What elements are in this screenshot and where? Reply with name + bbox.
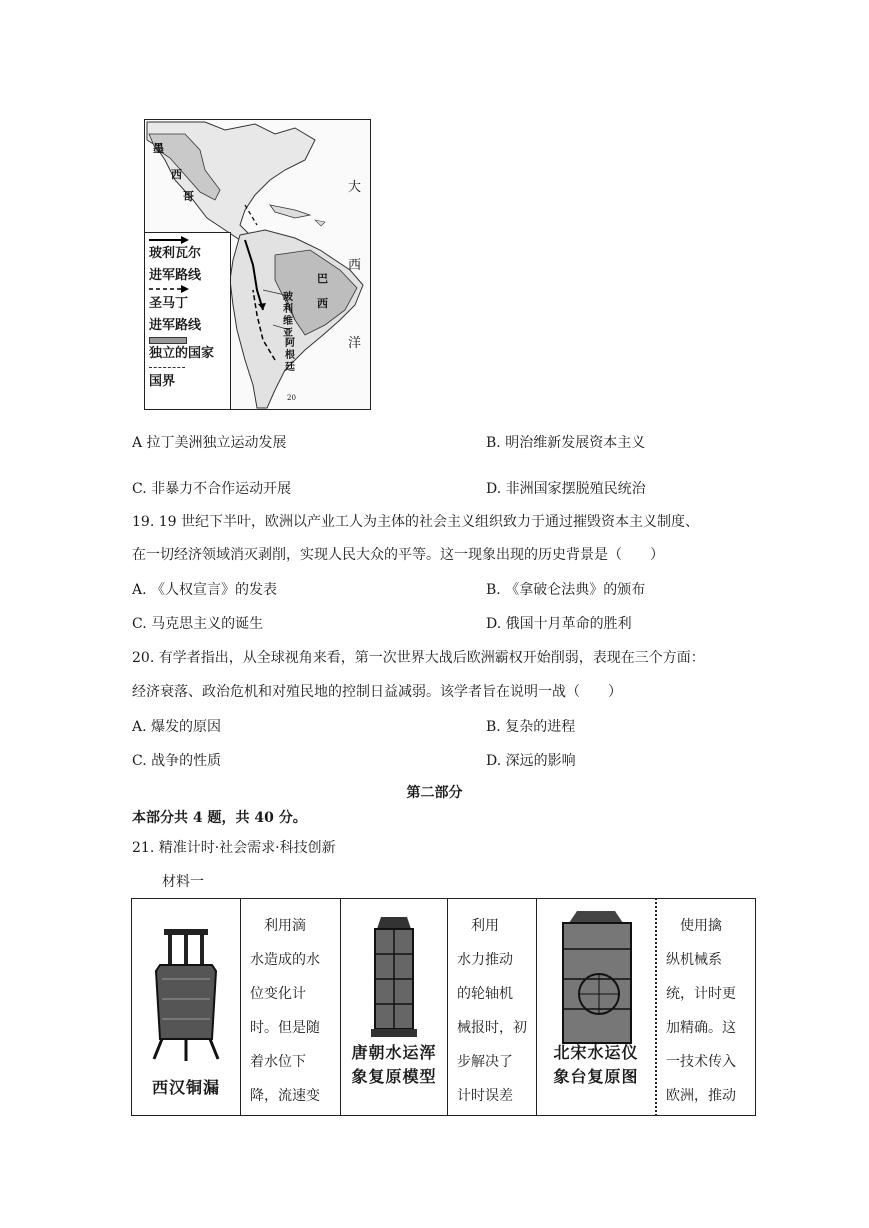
- q18-option-a: A 拉丁美洲独立运动发展: [132, 435, 287, 451]
- caption-song-line-1: 北宋水运仪: [553, 1043, 639, 1062]
- caption-tang-line-1: 唐朝水运浑: [351, 1043, 437, 1062]
- map-label-ocean-3: 洋: [348, 336, 362, 351]
- q20-option-d: D. 深远的影响: [486, 753, 576, 769]
- legend-solid-arrow: [145, 233, 230, 243]
- text3-line-6: 欧洲，推动: [666, 1088, 736, 1104]
- text1-line-1: 利用滴: [250, 918, 306, 934]
- q19-option-d: D. 俄国十月革命的胜利: [486, 616, 632, 632]
- legend-border-line: [145, 365, 230, 371]
- map-label-mexico-3: 哥: [183, 190, 194, 203]
- q19-stem-line-2: 在一切经济领域消灭剥削，实现人民大众的平等。这一现象出现的历史背景是（ ）: [132, 547, 664, 563]
- caption-tang-line-2: 象复原模型: [351, 1067, 437, 1086]
- map-label-brazil-1: 巴: [317, 272, 328, 285]
- text2-line-5: 步解决了: [457, 1054, 513, 1070]
- caption-song-clock: [537, 1041, 655, 1089]
- text1-line-6: 降，流速变: [250, 1088, 320, 1104]
- legend-dashed-arrow: [145, 287, 230, 293]
- text3-line-1: 使用擒: [666, 918, 722, 934]
- cell-water-clock-image: [132, 899, 241, 1116]
- text3-line-2: 纵机械系: [666, 952, 722, 968]
- cell-text-2: [448, 899, 537, 1116]
- map-label-brazil-2: 西: [317, 297, 328, 310]
- q20-option-b: B. 复杂的进程: [486, 719, 576, 735]
- caribbean-island: [270, 205, 310, 218]
- q20-stem-line-2: 经济衰落、政治危机和对殖民地的控制日益减弱。该学者旨在说明一战（ ）: [132, 684, 622, 700]
- q19-option-a: A. 《人权宣言》的发表: [132, 582, 278, 598]
- legend-shaded-swatch: [145, 337, 230, 343]
- q21-title: 21. 精准计时·社会需求·科技创新: [132, 840, 336, 856]
- map-label-ocean-2: 西: [348, 258, 362, 273]
- q19-stem-line-1: 19. 19 世纪下半叶，欧洲以产业工人为主体的社会主义组织致力于通过摧毁资本主义制度、: [132, 514, 699, 530]
- map-label-bolivia: 玻利维亚: [283, 292, 293, 339]
- material-table: [131, 898, 756, 1116]
- caption-tang-model: [341, 1041, 447, 1089]
- text3-line-5: 一技术传入: [666, 1054, 736, 1070]
- material-one-label: 材料一: [162, 874, 204, 890]
- q19-option-b: B. 《拿破仑法典》的颁布: [486, 582, 646, 598]
- caribbean-island-small: [315, 220, 325, 226]
- legend-bolivar-label-2: 进军路线: [149, 268, 202, 283]
- text1-line-2: 水造成的水: [250, 952, 320, 968]
- legend-independent-label: 独立的国家: [149, 346, 215, 361]
- q18-option-d: D. 非洲国家摆脱殖民统治: [486, 481, 646, 497]
- map-label-ocean-1: 大: [348, 180, 362, 195]
- caption-western-han-bronze-clock: 西汉铜漏: [151, 1078, 220, 1097]
- map-label-mexico-1: 墨: [153, 142, 164, 155]
- map-label-mexico-2: 西: [171, 168, 182, 181]
- map-scale-label: 20: [287, 394, 296, 402]
- text2-line-3: 的轮轴机: [457, 986, 513, 1002]
- text2-line-2: 水力推动: [457, 952, 513, 968]
- text2-line-6: 计时误差: [457, 1088, 513, 1104]
- cell-song-astronomical-clock-image: [537, 899, 657, 1116]
- text1-line-5: 着水位下: [250, 1054, 306, 1070]
- caption-song-line-2: 象台复原图: [553, 1067, 639, 1086]
- part2-intro: 本部分共 4 题，共 40 分。: [132, 810, 307, 826]
- part2-heading: 第二部分: [406, 785, 463, 801]
- text3-line-4: 加精确。这: [666, 1020, 736, 1036]
- q20-stem-line-1: 20. 有学者指出，从全球视角来看，第一次世界大战后欧洲霸权开始削弱，表现在三个方面：: [132, 650, 705, 666]
- text2-line-4: 械报时，初: [457, 1020, 527, 1036]
- text3-line-3: 统，计时更: [666, 986, 736, 1002]
- legend-sanmartin-label-2: 进军路线: [149, 318, 202, 333]
- q20-option-c: C. 战争的性质: [132, 753, 222, 769]
- map-legend: [145, 232, 231, 409]
- q20-option-a: A. 爆发的原因: [132, 719, 222, 735]
- cell-tang-model-image: [341, 899, 448, 1116]
- legend-bolivar-label-1: 玻利瓦尔: [149, 246, 202, 261]
- text2-line-1: 利用: [457, 918, 499, 934]
- cell-text-1: [241, 899, 341, 1116]
- q18-option-c: C. 非暴力不合作运动开展: [132, 481, 292, 497]
- latin-america-map: [144, 119, 371, 410]
- map-label-argentina: 阿根廷: [285, 338, 295, 373]
- text1-line-4: 时。但是随: [250, 1020, 320, 1036]
- q18-option-b: B. 明治维新发展资本主义: [486, 435, 646, 451]
- legend-border-label: 国界: [149, 374, 176, 389]
- route-caribbean: [245, 205, 257, 225]
- q19-option-c: C. 马克思主义的诞生: [132, 616, 264, 632]
- legend-sanmartin-label-1: 圣马丁: [149, 296, 189, 311]
- cell-text-3: [656, 899, 756, 1116]
- text1-line-3: 位变化计: [250, 986, 306, 1002]
